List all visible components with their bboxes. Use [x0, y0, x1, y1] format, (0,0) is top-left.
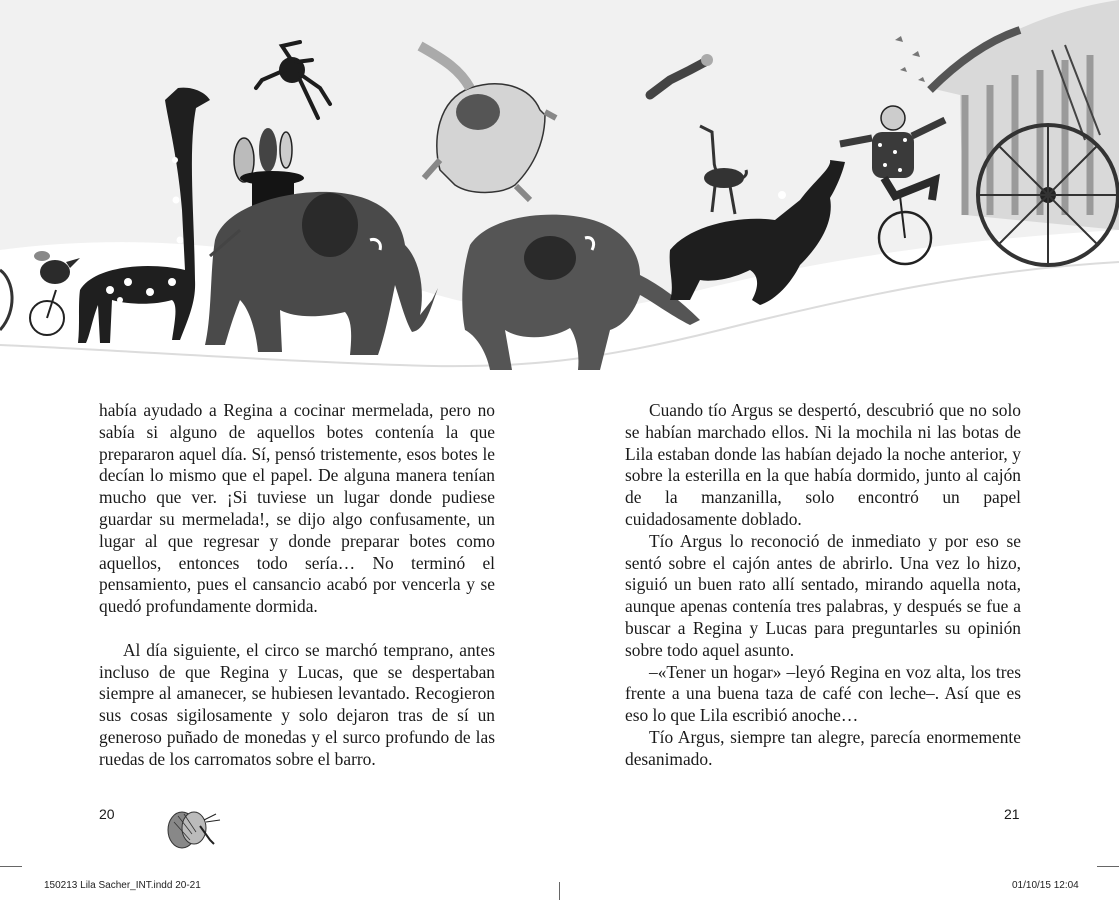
slug-date: 01/10/15 12:04 [1012, 880, 1079, 891]
right-paragraph-4: Tío Argus, siempre tan alegre, parecía enormemente desanimado. [625, 726, 1021, 769]
page-number-right: 21 [1004, 806, 1020, 822]
crop-mark-bottom-left [0, 866, 22, 867]
slug-file: 150213 Lila Sacher_INT.indd 20-21 [44, 880, 201, 891]
left-paragraph-2: Al día siguiente, el circo se marchó temprano, antes incluso de que Regina y Lucas, que se despertaban siempre al amanecer, se hubiesen levantado. Recogieron sus cosas sigilosamente y solo dejaron tras de sí un generoso puñado de monedas y el surco profundo de las ruedas de los carromatos sobre el barro. [99, 639, 495, 769]
left-page-text [99, 400, 495, 771]
butterfly-icon [160, 800, 224, 852]
right-page-text [625, 400, 1021, 771]
crop-mark-bottom-right [1097, 866, 1119, 867]
crop-mark-bottom-center [559, 882, 560, 900]
wheel-edge-left [0, 270, 12, 330]
right-paragraph-1: Cuando tío Argus se despertó, descubrió que no solo se habían marchado ellos. Ni la mochila ni las botas de Lila estaban donde las habían dejado la noche anterior, y sobre la esterilla en la que había dormido, junto al cajón de la manzanilla, solo encontró un papel cuidadosamente doblado. [625, 400, 1021, 529]
page-number-left: 20 [99, 806, 115, 822]
circus-parade-illustration [0, 0, 1119, 390]
left-paragraph-1: había ayudado a Regina a cocinar mermelada, pero no sabía si alguno de aquellos botes contenía la que prepararon aquel día. Sí, pensó tristemente, esos botes le decían lo mismo que el papel. De alguna manera tenían mucho que ver. ¡Si tuviese un lugar donde pudiese guardar su mermelada!, se dijo algo confusamente, un lugar al que regresar y donde preparar botes como aquellos, entonces todo sería… No terminó el pensamiento, pues el cansancio acabó por vencerla y se quedó profundamente dormida. [99, 400, 495, 617]
right-paragraph-3: –«Tener un hogar» –leyó Regina en voz alta, los tres frente a una buena taza de café con leche–. Así que es eso lo que Lila escribió anoche… [625, 661, 1021, 726]
bird-unicycle-icon [30, 251, 80, 335]
right-paragraph-2: Tío Argus lo reconoció de inmediato y por eso se sentó sobre el cajón antes de abrirlo. Una vez lo hizo, siguió un buen rato allí sentado, mirando aquella nota, aunque apenas contenía tres palabras, y después se fue a buscar a Regina y Lucas para preguntarles su opinión sobre todo aquel asunto. [625, 530, 1021, 660]
